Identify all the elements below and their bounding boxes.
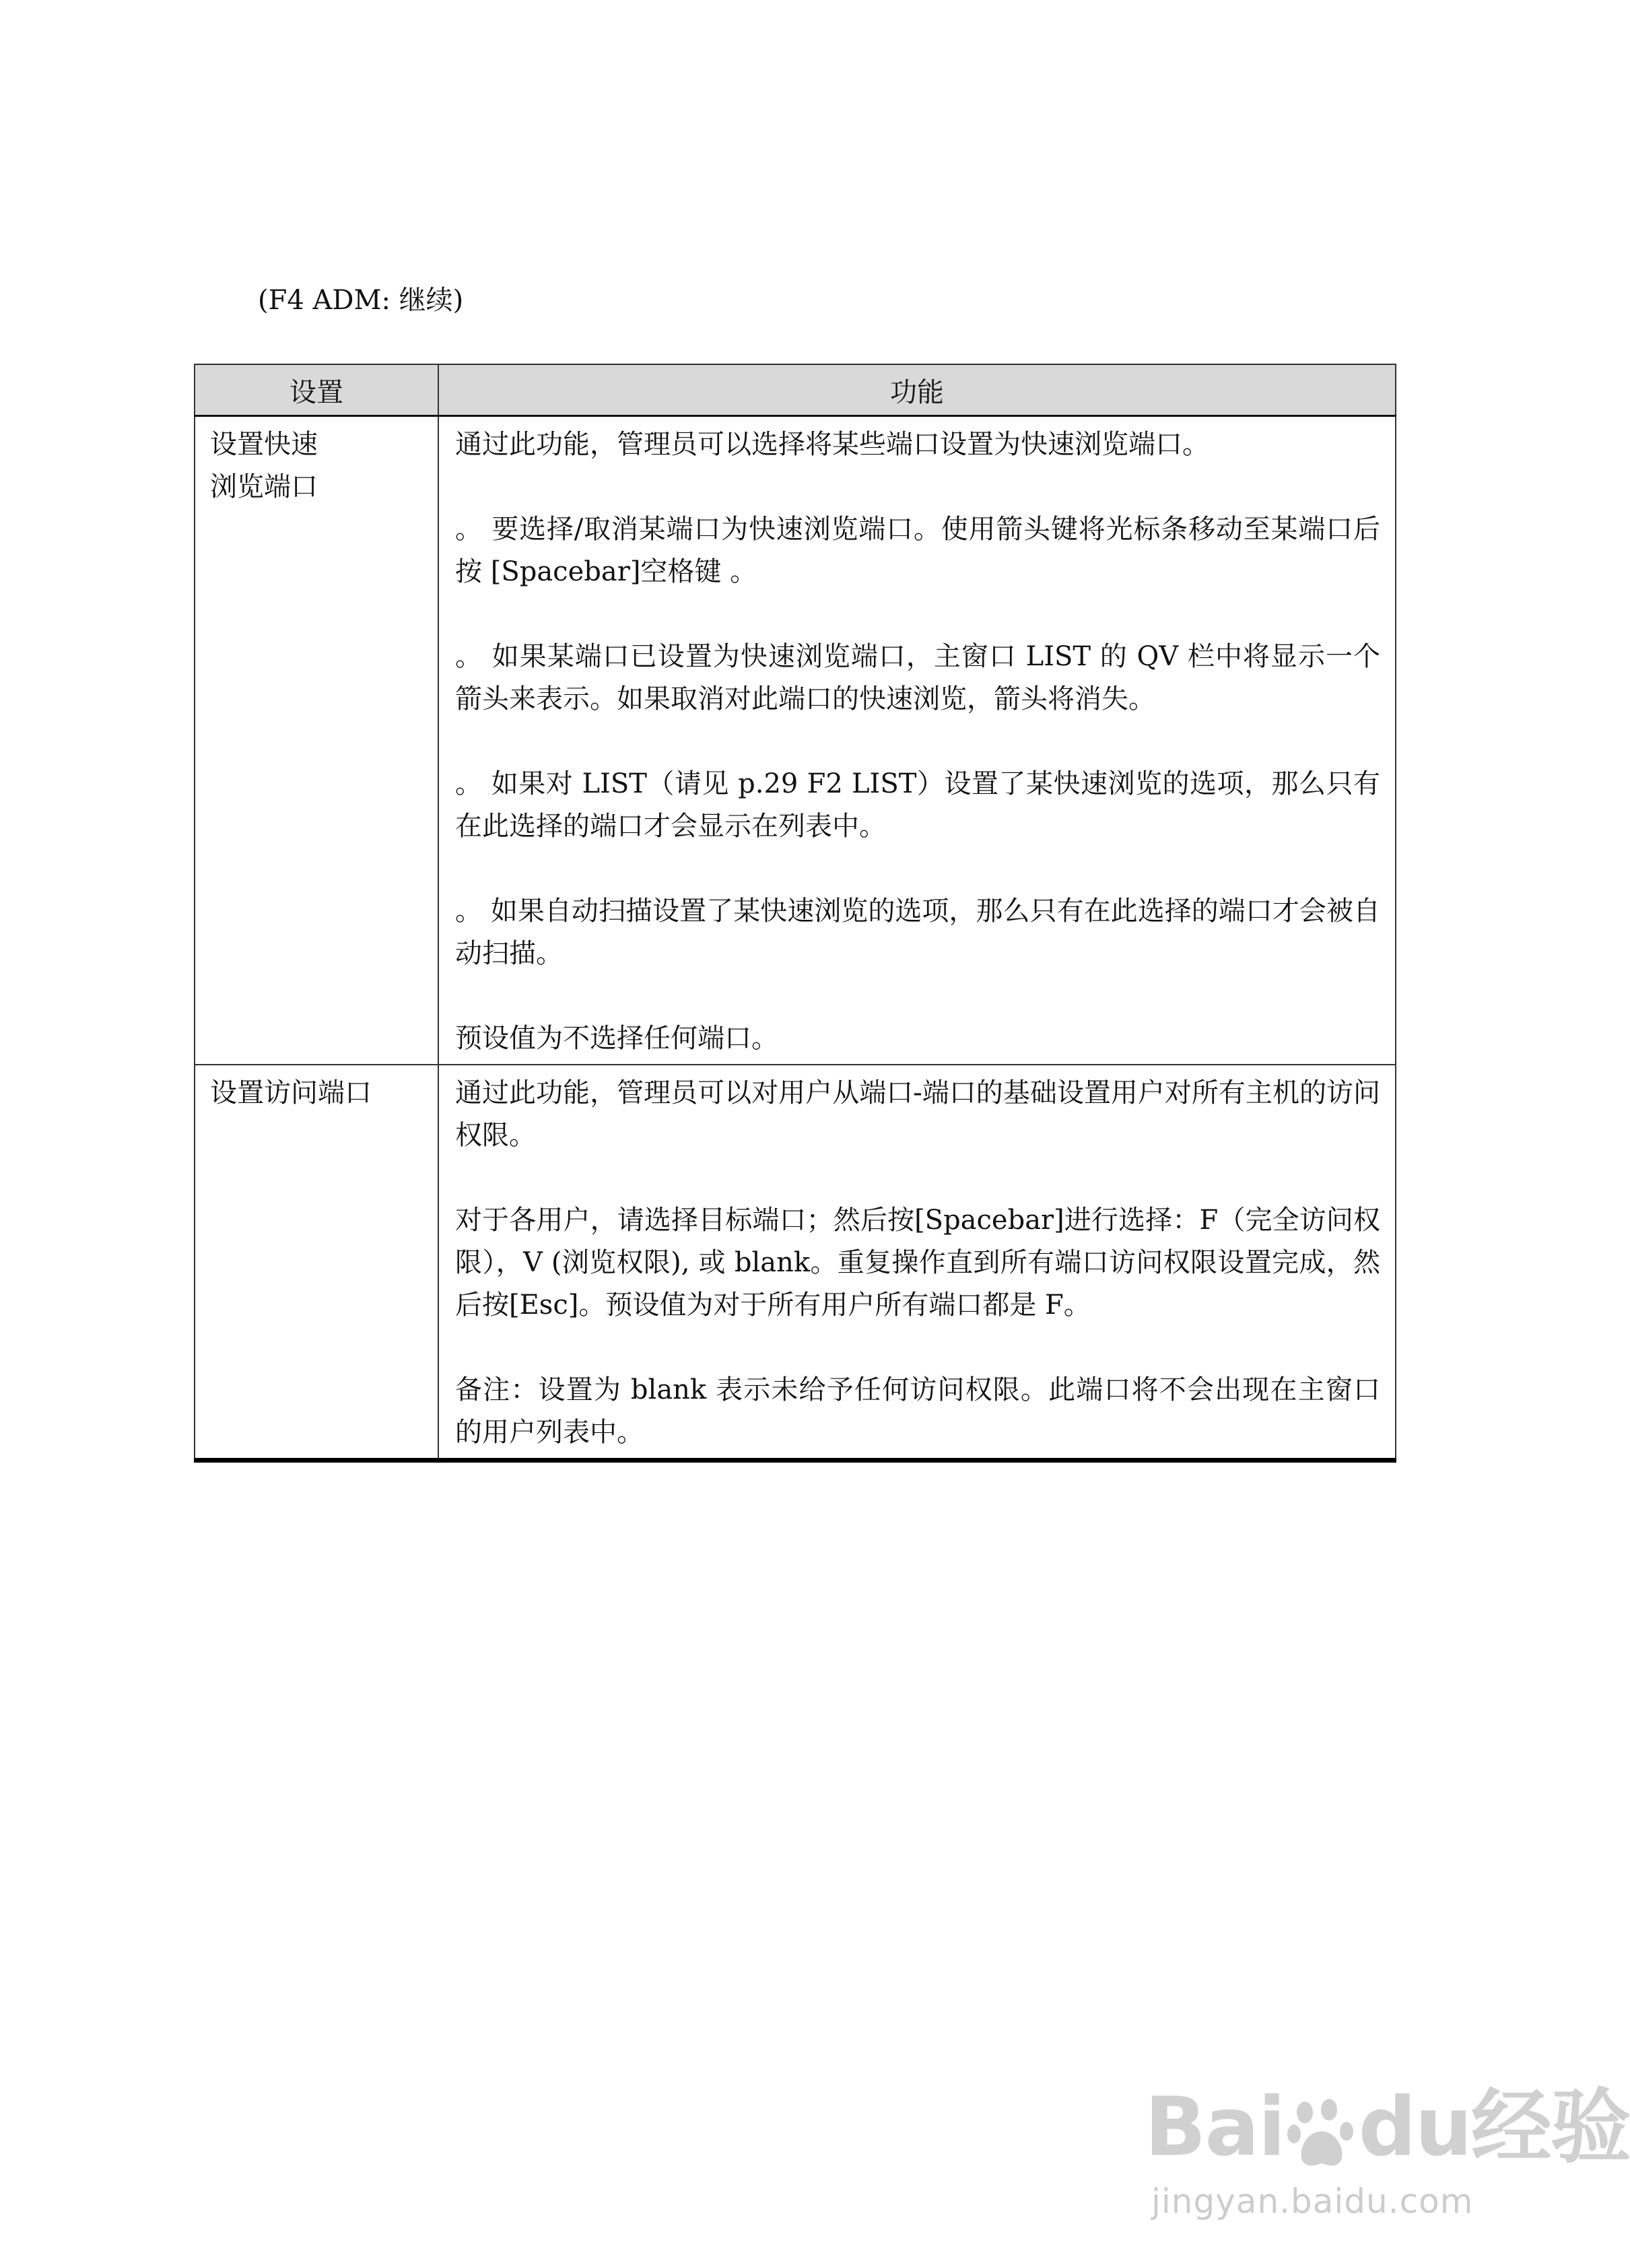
settings-table xyxy=(194,364,1396,1463)
function-paragraph: 备注：设置为 blank 表示未给予任何访问权限。此端口将不会出现在主窗口的用户列表中。 xyxy=(455,1374,1380,1448)
setting-cell xyxy=(195,1065,438,1461)
table-row xyxy=(195,1065,1396,1461)
table-row xyxy=(195,416,1396,1065)
baidu-jingyan-watermark xyxy=(1145,2081,1630,2236)
baidu-paw-icon xyxy=(1285,2092,1359,2173)
function-paragraph: 。 如果对 LIST（请见 p.29 F2 LIST）设置了某快速浏览的选项，那么只有在此选择的端口才会显示在列表中。 xyxy=(455,768,1380,842)
watermark-logo-text: du xyxy=(1358,2081,1471,2174)
watermark-url: jingyan.baidu.com xyxy=(1151,2182,1474,2221)
function-paragraph: 对于各用户，请选择目标端口；然后按[Spacebar]进行选择：F（完全访问权限），V (浏览权限), 或 blank。重复操作直到所有端口访问权限设置完成，然后按[Esc]。预设值为对于所有用户所有端口都是 F。 xyxy=(455,1205,1380,1321)
function-cell xyxy=(438,416,1396,1065)
setting-name-line: 设置访问端口 xyxy=(210,1077,372,1108)
setting-cell xyxy=(195,416,438,1065)
setting-name-line: 设置快速 xyxy=(210,429,318,460)
function-paragraph: 通过此功能，管理员可以选择将某些端口设置为快速浏览端口。 xyxy=(455,429,1209,460)
table-header-row xyxy=(195,364,1396,416)
function-paragraph: 。 如果某端口已设置为快速浏览端口，主窗口 LIST 的 QV 栏中将显示一个箭头来表示。如果取消对此端口的快速浏览，箭头将消失。 xyxy=(455,641,1380,714)
watermark-logo xyxy=(1145,2081,1630,2175)
function-paragraph: 预设值为不选择任何端口。 xyxy=(455,1023,778,1054)
function-paragraph: 。 如果自动扫描设置了某快速浏览的选项，那么只有在此选择的端口才会被自动扫描。 xyxy=(455,896,1380,969)
watermark-logo-text: Bai xyxy=(1145,2081,1285,2174)
column-header-function: 功能 xyxy=(438,364,1396,416)
function-paragraph: 通过此功能，管理员可以对用户从端口-端口的基础设置用户对所有主机的访问权限。 xyxy=(455,1077,1380,1151)
watermark-logo-text-cn: 经验 xyxy=(1470,2081,1630,2174)
function-cell xyxy=(438,1065,1396,1461)
setting-name-line: 浏览端口 xyxy=(210,471,318,502)
function-paragraph: 。 要选择/取消某端口为快速浏览端口。使用箭头键将光标条移动至某端口后按 [Spacebar]空格键 。 xyxy=(455,514,1380,587)
table-caption: (F4 ADM: 继续) xyxy=(258,285,464,316)
column-header-setting: 设置 xyxy=(195,364,438,416)
